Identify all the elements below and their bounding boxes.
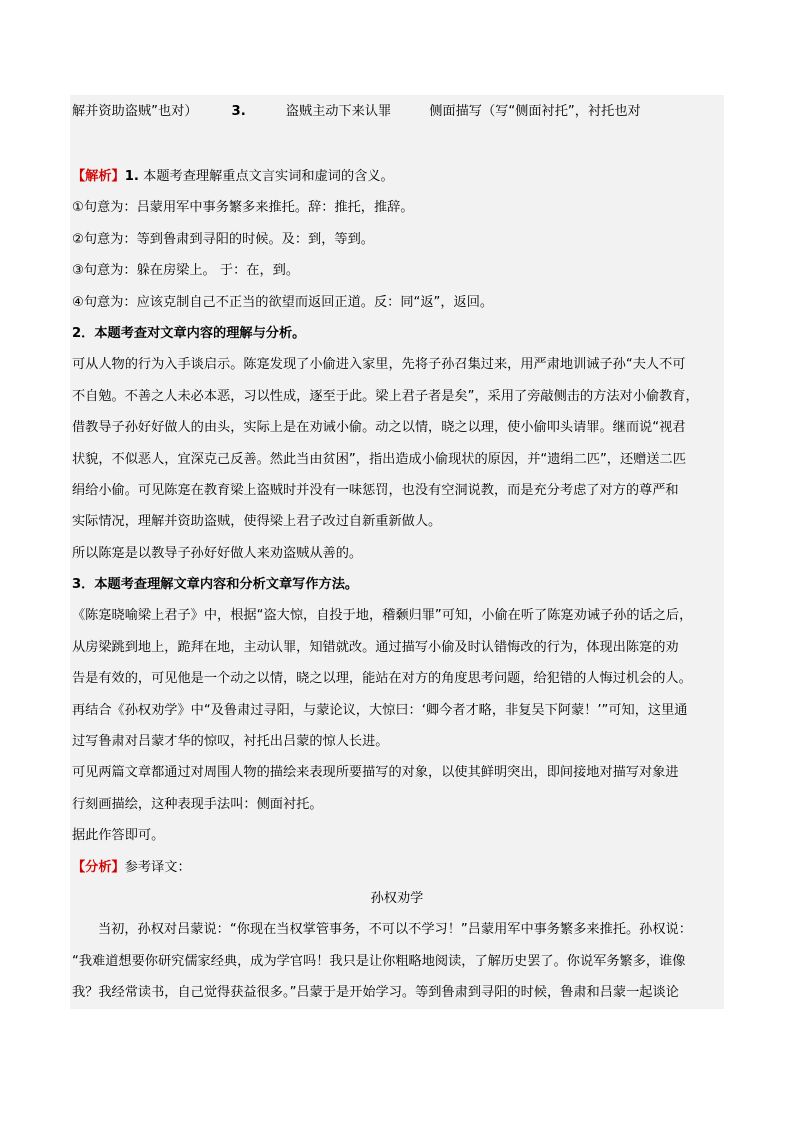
q2-title: 2．本题考查对文章内容的理解与分析。 [72,325,306,341]
item-text: 句意为：等到鲁肃到寻阳的时候。及：到，等到。 [83,231,374,247]
answer-part3: 侧面描写（写“侧面衬托”，衬托也对 [429,104,641,119]
blank-line [70,129,724,161]
paragraph-line: 再结合《孙权劝学》中“及鲁肃过寻阳，与蒙论议，大惊曰：‘卿今者才略，非复吴下阿蒙！’”可知，这里通 [72,702,688,718]
translation-line: 当初，孙权对吕蒙说：“你现在当权掌管事务，不可以不学习！”吕蒙用军中事务繁多来推托。孙权说： [98,922,692,938]
paragraph-line: 据此作答即可。 [72,828,165,844]
answer-part1: 解并资助盗贼”也对） [72,104,198,119]
paragraph-line: 绢给小偷。可见陈寔在教育梁上盗贼时并没有一味惩罚，也没有空洞说教，而是充分考虑了对方的尊严和 [72,482,679,498]
item-mark: ② [72,231,84,247]
fenxi-label: 【分析】 [72,859,125,875]
list-item [70,255,724,286]
item-mark: ④ [72,294,84,310]
paragraph-line: 过写鲁肃对吕蒙才华的惊叹，衬托出吕蒙的惊人长进。 [72,734,389,750]
q3-title: 3．本题考查理解文章内容和分析文章写作方法。 [72,577,359,593]
list-item [70,192,724,223]
fenxi-text: 参考译文： [124,859,191,875]
jiexi-text: 本题考查理解重点文言实词和虚词的含义。 [138,169,394,184]
paragraph-line: 不自勉。不善之人未必本恶，习以性成，逐至于此。梁上君子者是矣”，采用了旁敲侧击的方法对小偷教育， [72,388,699,404]
item-text: 句意为：吕蒙用军中事务繁多来推托。辞：推托，推辞。 [83,200,414,216]
paragraph-line: 所以陈寔是以教导子孙好好做人来劝盗贼从善的。 [72,545,363,561]
jiexi-number: 1. [124,169,139,184]
fenxi-heading [70,852,724,883]
paragraph-line: 实际情况，理解并资助盗贼，使得梁上君子改过自新重新做人。 [72,514,442,530]
paragraph-line: 状貌，不似恶人，宜深克己反善。然此当由贫困”，指出造成小偷现状的原因，并“遗绢二匹”，还赠送二匹 [72,451,686,467]
translation-line: 我？我经常读书，自己觉得获益很多。”吕蒙于是开始学习。等到鲁肃到寻阳的时候，鲁肃和吕蒙一起谈论 [72,985,679,1001]
paragraph-line: 告是有效的，可见他是一个动之以情，晓之以理，能站在对方的角度思考问题，给犯错的人悔过机会的人。 [72,671,692,687]
jiexi-label: 【解析】 [72,169,125,184]
answer-line [70,95,724,129]
answer-part2: 盗贼主动下来认罪 [285,104,392,119]
item-text: 句意为：应该克制自己不正当的欲望而返回正道。反：同“返”，返回。 [83,294,494,310]
item-mark: ③ [72,263,84,279]
paragraph-line: 从房梁跳到地上，跪拜在地，主动认罪，知错就改。通过描写小偷及时认错悔改的行为，体现出陈寔的劝 [72,639,679,655]
jiexi-heading [70,161,724,192]
list-item [70,224,724,255]
translation-line: “我难道想要你研究儒家经典，成为学官吗！我只是让你粗略地阅读，了解历史罢了。你说军务繁多，谁像 [72,953,686,969]
paragraph-line: 行刻画描绘，这种表现手法叫：侧面衬托。 [72,796,323,812]
item-text: 句意为：躲在房梁上。 于：在，到。 [83,263,300,279]
translation-title: 孙权劝学 [370,890,424,906]
answer-number-3: 3. [231,104,246,119]
item-mark: ① [72,200,84,216]
paragraph-line: 《陈寔晓喻梁上君子》中，根据“盗大惊，自投于地，稽颡归罪”可知，小偷在听了陈寔劝诫子孙的话之后， [72,608,693,624]
paragraph-line: 可见两篇文章都通过对周围人物的描绘来表现所要描写的对象，以使其鲜明突出，即间接地对描写对象进 [72,765,679,781]
list-item [70,287,724,318]
paragraph-line: 借教导子孙好好做人的由头，实际上是在劝诫小偷。动之以情，晓之以理，使小偷叩头请罪。继而说“视君 [72,420,686,436]
paragraph-line: 可从人物的行为入手谈启示。陈寔发现了小偷进入家里，先将子孙召集过来，用严肃地训诫子孙“夫人不可 [72,357,686,373]
document-body [70,95,724,1009]
